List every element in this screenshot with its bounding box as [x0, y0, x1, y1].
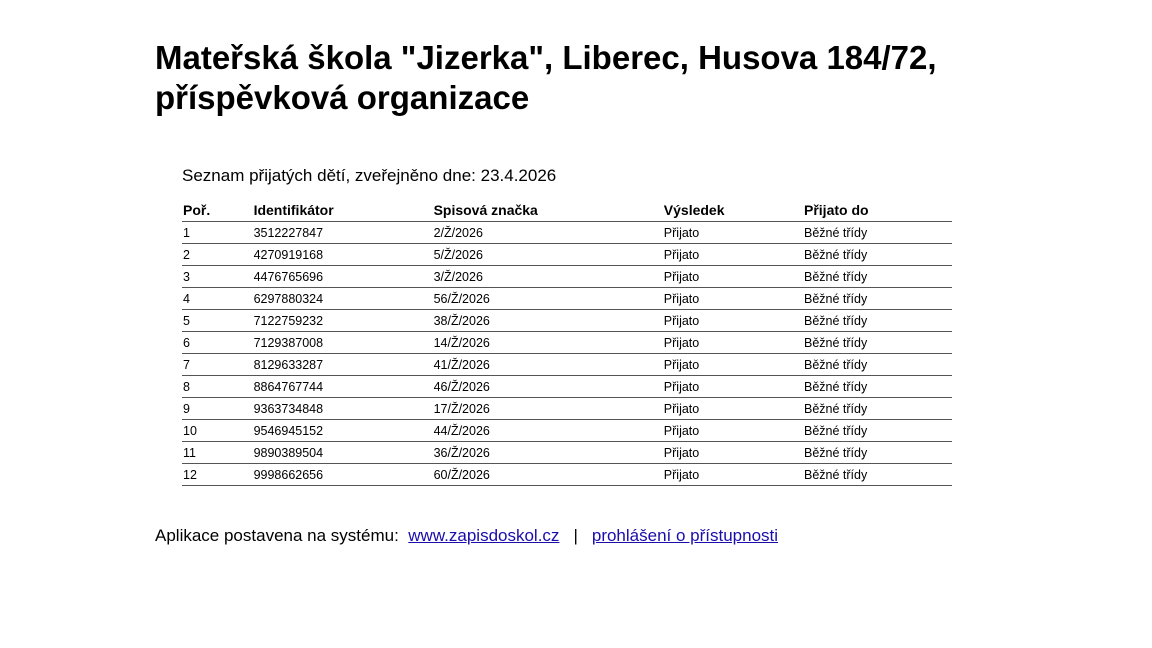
cell-vysledek: Přijato [663, 398, 803, 420]
table-row [182, 376, 952, 398]
cell-prijato-do: Běžné třídy [803, 354, 952, 376]
footer-separator: | [573, 526, 578, 545]
cell-identifikator: 3512227847 [253, 222, 433, 244]
cell-poradi: 9 [182, 398, 253, 420]
cell-identifikator: 7129387008 [253, 332, 433, 354]
table-row [182, 464, 952, 486]
table-row [182, 398, 952, 420]
cell-identifikator: 9890389504 [253, 442, 433, 464]
cell-prijato-do: Běžné třídy [803, 464, 952, 486]
cell-prijato-do: Běžné třídy [803, 288, 952, 310]
cell-prijato-do: Běžné třídy [803, 266, 952, 288]
table-row [182, 420, 952, 442]
cell-vysledek: Přijato [663, 464, 803, 486]
cell-vysledek: Přijato [663, 420, 803, 442]
column-header-poradi: Poř. [182, 199, 253, 222]
cell-poradi: 7 [182, 354, 253, 376]
cell-spisova-znacka: 41/Ž/2026 [433, 354, 663, 376]
table-row [182, 442, 952, 464]
cell-prijato-do: Běžné třídy [803, 398, 952, 420]
cell-poradi: 5 [182, 310, 253, 332]
table-row [182, 266, 952, 288]
table-row [182, 288, 952, 310]
cell-identifikator: 8129633287 [253, 354, 433, 376]
cell-prijato-do: Běžné třídy [803, 222, 952, 244]
table-row [182, 244, 952, 266]
cell-identifikator: 8864767744 [253, 376, 433, 398]
column-header-vysledek: Výsledek [663, 199, 803, 222]
page-title [155, 38, 1055, 118]
cell-spisova-znacka: 38/Ž/2026 [433, 310, 663, 332]
cell-spisova-znacka: 3/Ž/2026 [433, 266, 663, 288]
cell-prijato-do: Běžné třídy [803, 244, 952, 266]
list-caption: Seznam přijatých dětí, zveřejněno dne: 23.4.2026 [182, 166, 557, 185]
footer-text: Aplikace postavena na systému: [155, 526, 399, 545]
table-header-row [182, 199, 952, 222]
cell-spisova-znacka: 60/Ž/2026 [433, 464, 663, 486]
cell-prijato-do: Běžné třídy [803, 420, 952, 442]
cell-identifikator: 9363734848 [253, 398, 433, 420]
cell-vysledek: Přijato [663, 266, 803, 288]
cell-spisova-znacka: 36/Ž/2026 [433, 442, 663, 464]
cell-spisova-znacka: 56/Ž/2026 [433, 288, 663, 310]
cell-identifikator: 4476765696 [253, 266, 433, 288]
cell-identifikator: 7122759232 [253, 310, 433, 332]
cell-poradi: 10 [182, 420, 253, 442]
cell-spisova-znacka: 2/Ž/2026 [433, 222, 663, 244]
cell-spisova-znacka: 5/Ž/2026 [433, 244, 663, 266]
cell-identifikator: 4270919168 [253, 244, 433, 266]
footer [155, 526, 778, 546]
column-header-identifikator: Identifikátor [253, 199, 433, 222]
cell-vysledek: Přijato [663, 332, 803, 354]
cell-poradi: 1 [182, 222, 253, 244]
cell-vysledek: Přijato [663, 222, 803, 244]
table-row [182, 310, 952, 332]
table-row [182, 222, 952, 244]
page-title-line-2: příspěvková organizace [155, 79, 530, 116]
zapisdoskol-link[interactable]: www.zapisdoskol.cz [408, 526, 560, 545]
cell-vysledek: Přijato [663, 244, 803, 266]
cell-prijato-do: Běžné třídy [803, 442, 952, 464]
cell-spisova-znacka: 14/Ž/2026 [433, 332, 663, 354]
cell-vysledek: Přijato [663, 442, 803, 464]
cell-poradi: 2 [182, 244, 253, 266]
cell-vysledek: Přijato [663, 288, 803, 310]
cell-poradi: 8 [182, 376, 253, 398]
cell-poradi: 4 [182, 288, 253, 310]
cell-spisova-znacka: 44/Ž/2026 [433, 420, 663, 442]
page-title-line-1: Mateřská škola "Jizerka", Liberec, Husova 184/72, [155, 39, 937, 76]
column-header-prijato-do: Přijato do [803, 199, 952, 222]
accessibility-statement-link[interactable]: prohlášení o přístupnosti [591, 526, 779, 545]
column-header-spisova-znacka: Spisová značka [433, 199, 663, 222]
cell-identifikator: 9998662656 [253, 464, 433, 486]
cell-spisova-znacka: 17/Ž/2026 [433, 398, 663, 420]
cell-identifikator: 6297880324 [253, 288, 433, 310]
cell-prijato-do: Běžné třídy [803, 332, 952, 354]
cell-poradi: 12 [182, 464, 253, 486]
cell-poradi: 11 [182, 442, 253, 464]
cell-vysledek: Přijato [663, 376, 803, 398]
results-table [182, 199, 952, 486]
cell-spisova-znacka: 46/Ž/2026 [433, 376, 663, 398]
cell-poradi: 6 [182, 332, 253, 354]
table-row [182, 332, 952, 354]
cell-poradi: 3 [182, 266, 253, 288]
table-row [182, 354, 952, 376]
cell-prijato-do: Běžné třídy [803, 310, 952, 332]
cell-vysledek: Přijato [663, 354, 803, 376]
cell-vysledek: Přijato [663, 310, 803, 332]
cell-identifikator: 9546945152 [253, 420, 433, 442]
cell-prijato-do: Běžné třídy [803, 376, 952, 398]
